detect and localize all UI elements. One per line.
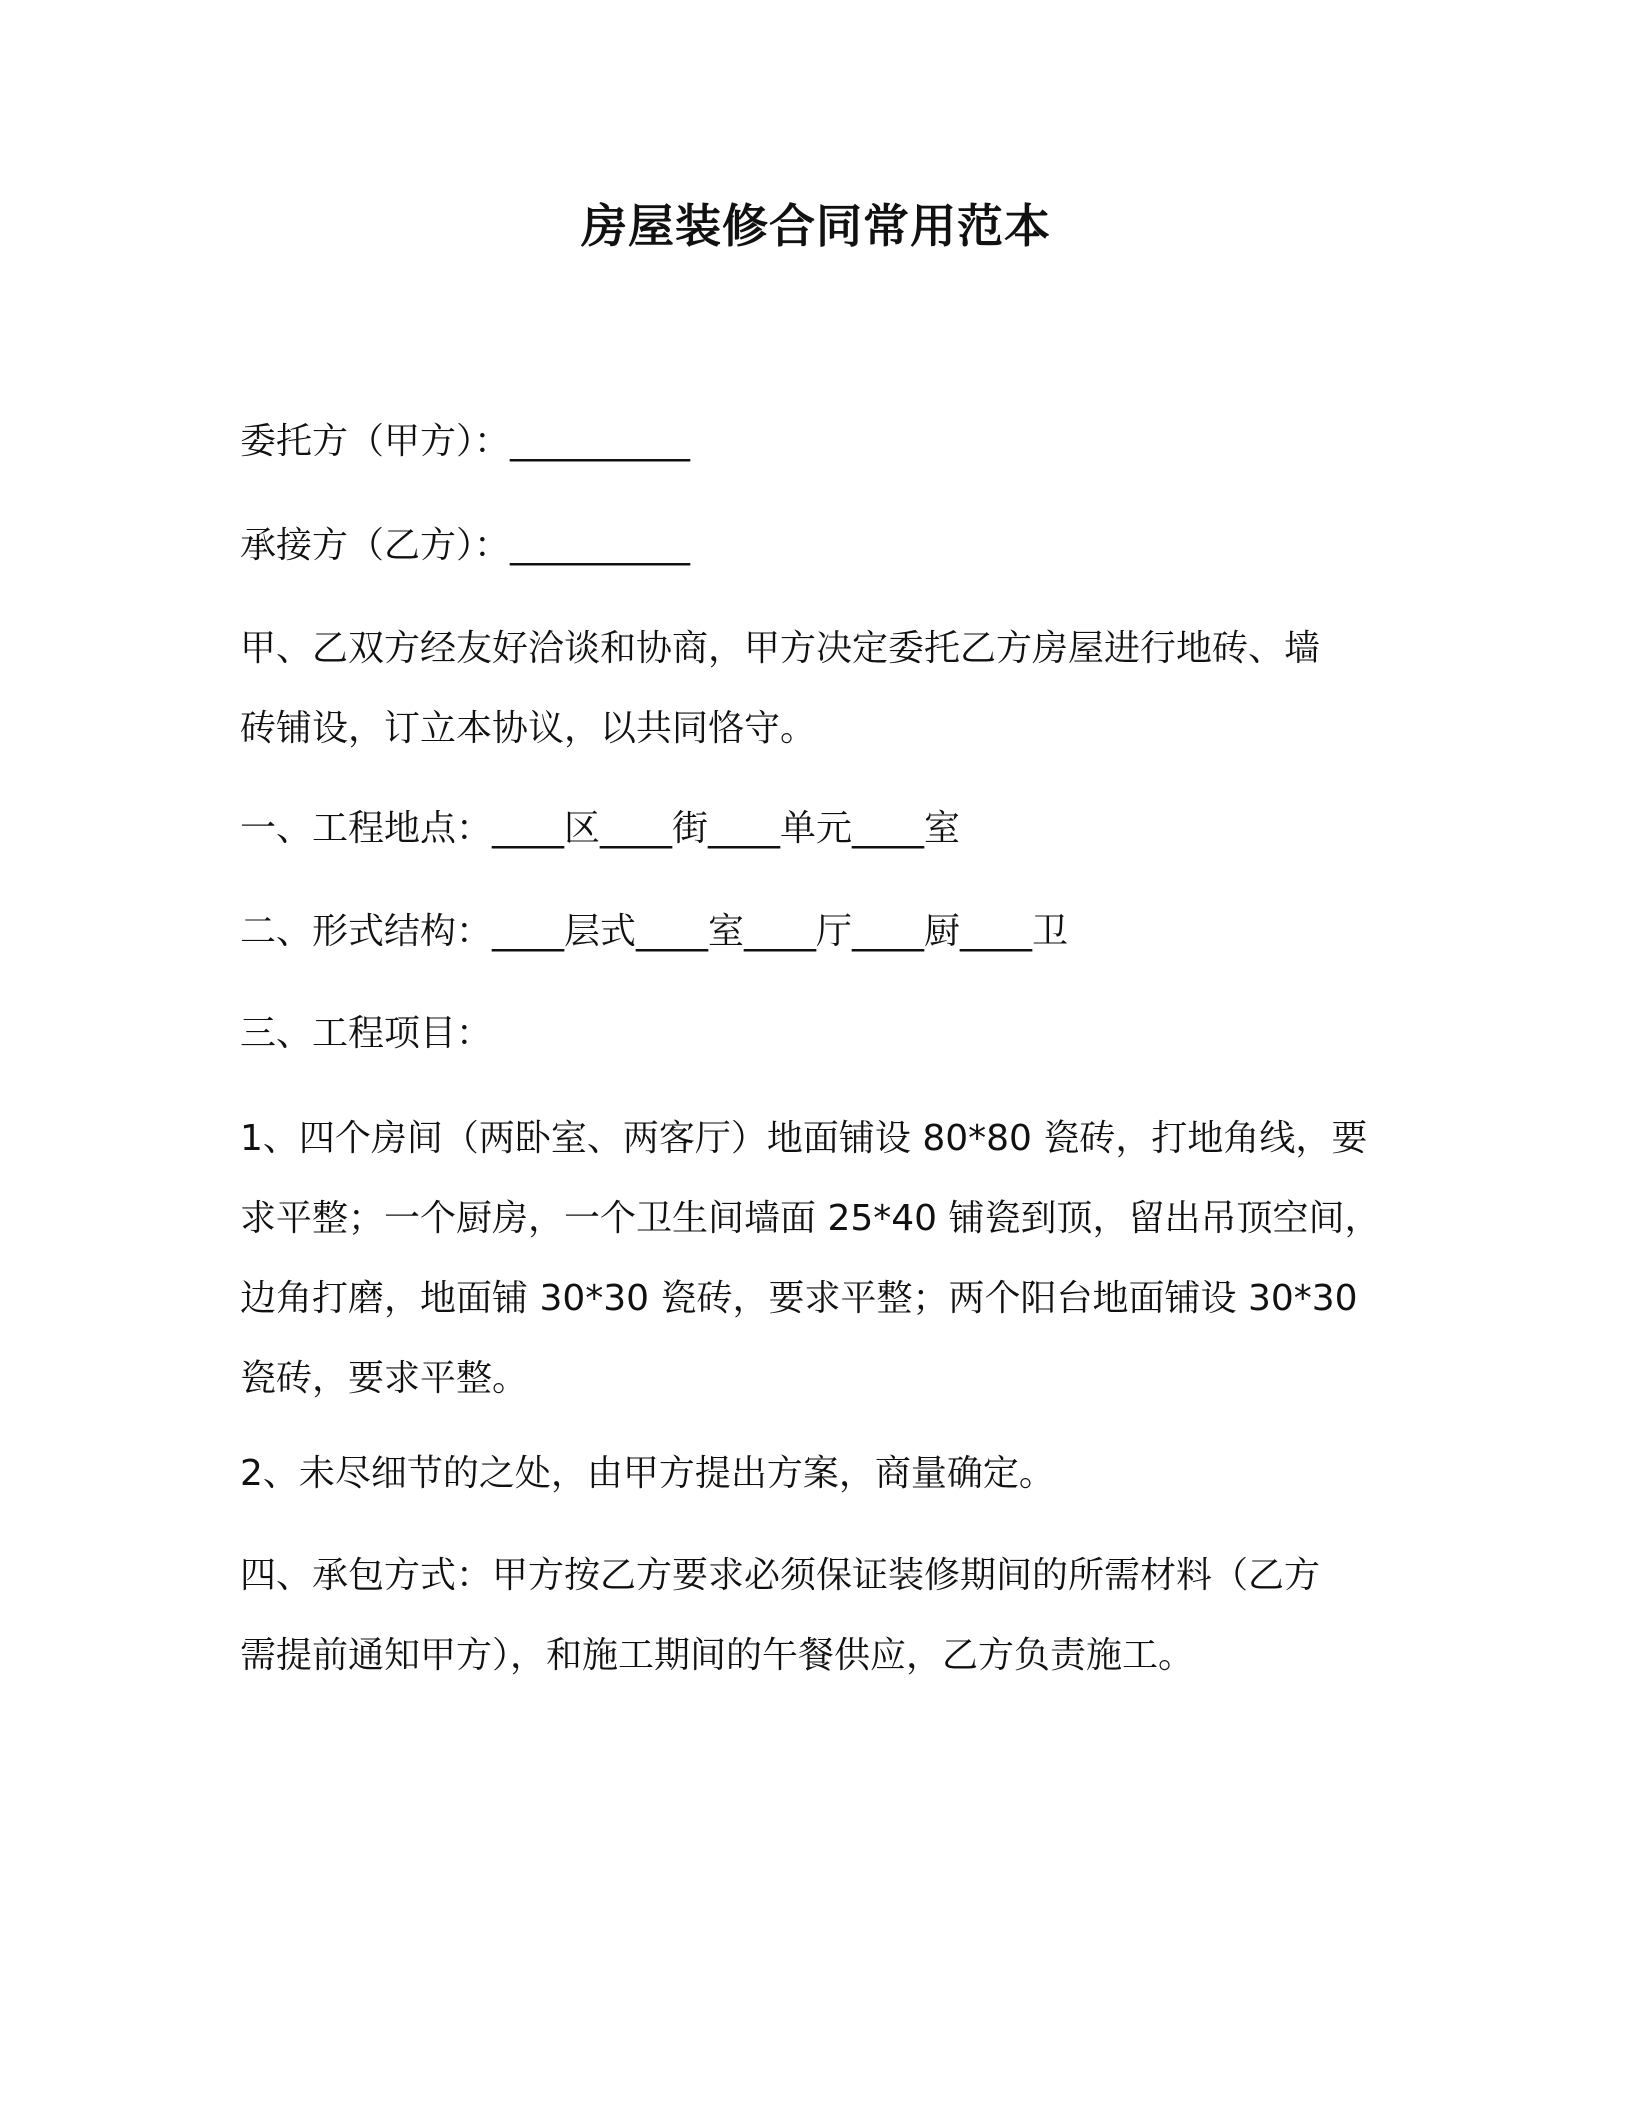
- intro-paragraph: [240, 625, 1400, 753]
- section-1-location: 一、工程地点：____区____街____单元____室: [240, 808, 961, 849]
- section-2-structure: 二、形式结构：____层式____室____厅____厨____卫: [240, 911, 1069, 952]
- item-1-line: 1、四个房间（两卧室、两客厅）地面铺设 80*80 瓷砖，打地角线，要: [240, 1118, 1368, 1159]
- item-2-line: 2、未尽细节的之处，由甲方提出方案，商量确定。: [240, 1453, 1055, 1494]
- section-4-paragraph: [240, 1552, 1400, 1680]
- item-1-line: 瓷砖，要求平整。: [240, 1358, 529, 1399]
- intro-line: 砖铺设，订立本协议，以共同恪守。: [240, 708, 817, 749]
- section-4-line: 四、承包方式：甲方按乙方要求必须保证装修期间的所需材料（乙方: [240, 1555, 1321, 1596]
- document-title: 房屋装修合同常用范本: [581, 199, 1051, 253]
- section-3-heading: 三、工程项目：: [240, 1013, 493, 1054]
- section-4-line: 需提前通知甲方），和施工期间的午餐供应，乙方负责施工。: [240, 1635, 1195, 1676]
- item-1-line: 边角打磨，地面铺 30*30 瓷砖，要求平整；两个阳台地面铺设 30*30: [240, 1278, 1358, 1319]
- item-1-line: 求平整；一个厨房，一个卫生间墙面 25*40 铺瓷到顶，留出吊顶空间，: [240, 1198, 1381, 1239]
- party-b-line: 承接方（乙方）：__________: [240, 525, 691, 566]
- item-1-paragraph: [240, 1115, 1400, 1403]
- intro-line: 甲、乙双方经友好洽谈和协商，甲方决定委托乙方房屋进行地砖、墙: [240, 628, 1321, 669]
- party-a-line: 委托方（甲方）：__________: [240, 421, 691, 462]
